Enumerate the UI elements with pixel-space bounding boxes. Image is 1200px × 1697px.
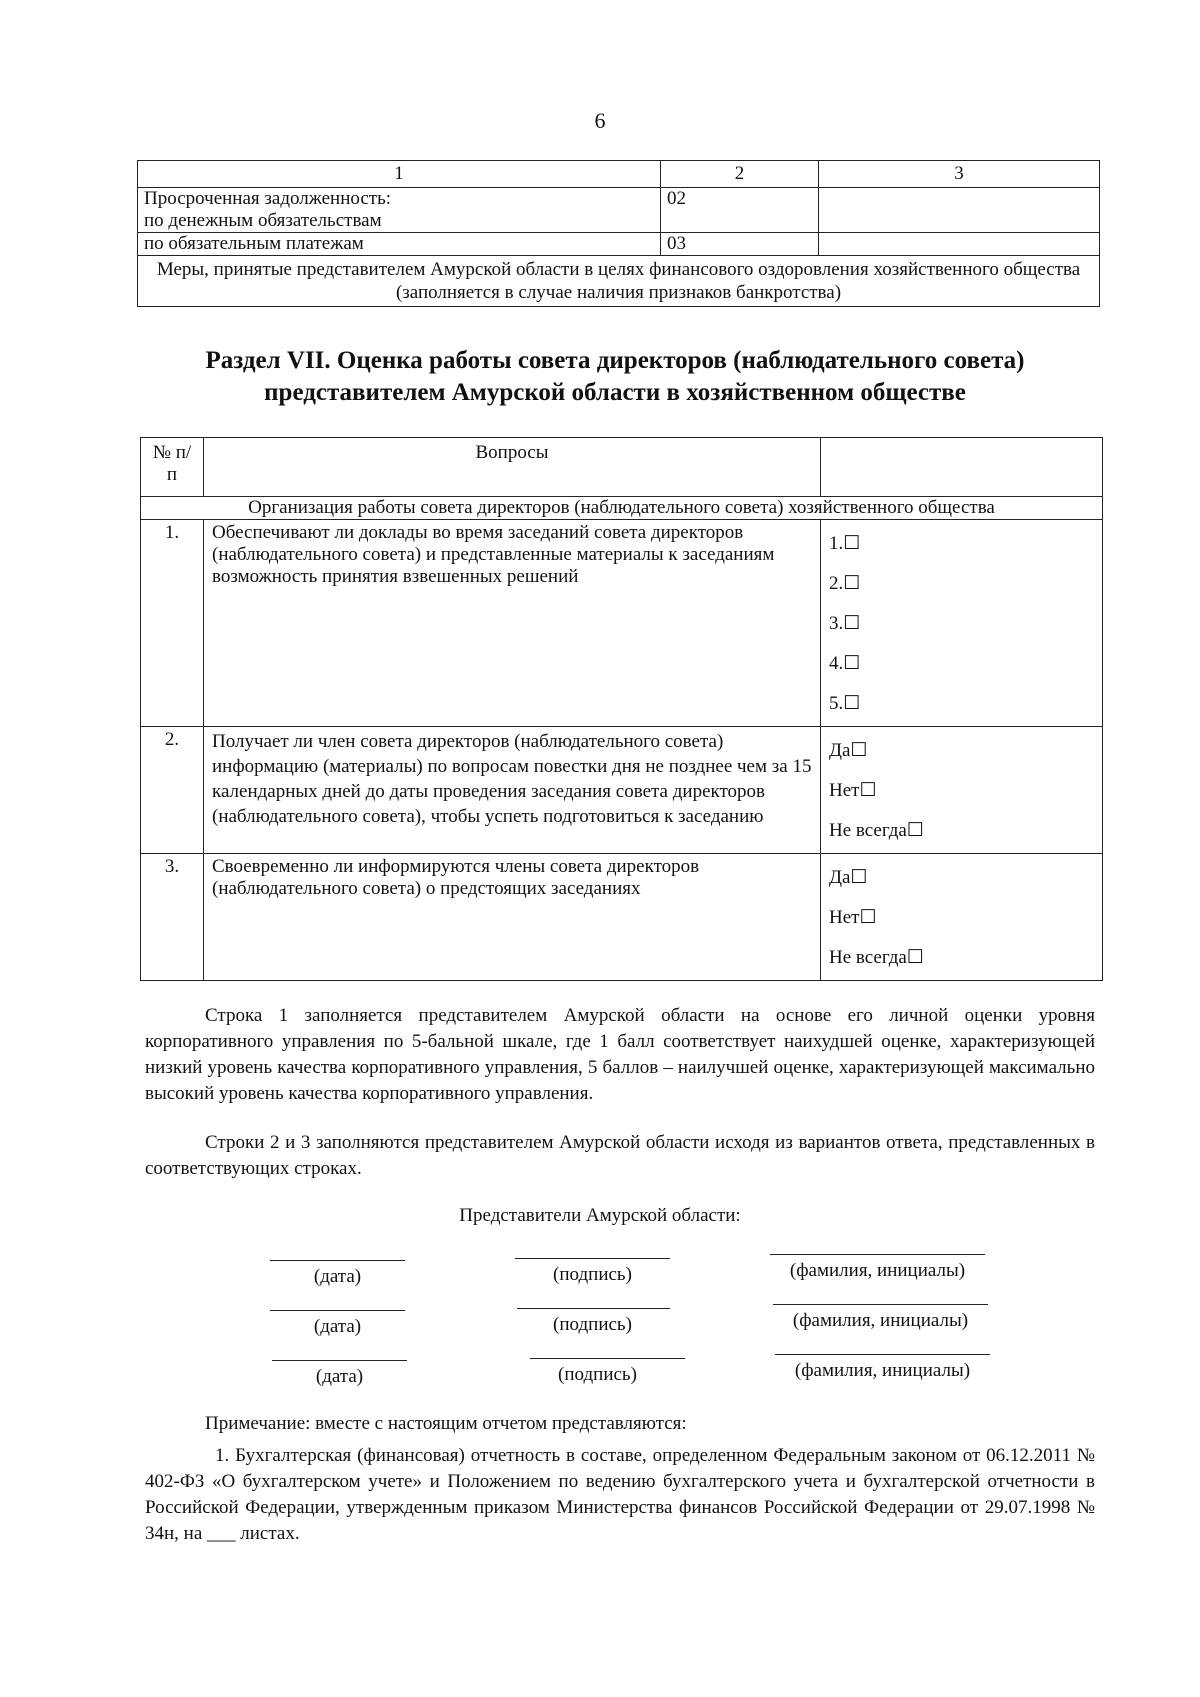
- row-question: Получает ли член совета директоров (наблюдательного совета) информацию (материалы) по вопросам повестки дня не позднее чем за 15 календарных дней до даты проведения заседания совета директоров (наблюдательного совета), чтобы успеть подготовиться к заседанию: [204, 727, 821, 854]
- name-line: [773, 1304, 988, 1305]
- row-number: 1.: [141, 520, 204, 727]
- checkbox-option[interactable]: Да☐: [829, 867, 868, 888]
- table-row: [141, 520, 1103, 727]
- answer-options: [821, 854, 1103, 981]
- signature-label: (подпись): [558, 1364, 637, 1385]
- signature-line: [530, 1358, 685, 1359]
- table-row: [141, 854, 1103, 981]
- board-evaluation-table: [140, 437, 1103, 981]
- name-label: (фамилия, инициалы): [792, 1310, 969, 1331]
- group-title: Организация работы совета директоров (наблюдательного совета) хозяйственного общества: [141, 497, 1103, 520]
- col-header-answers: [821, 438, 1103, 497]
- note-row-1-text: Строка 1 заполняется представителем Амурской области на основе его личной оценки уровня корпоративного управления по 5-бальной шкале, где 1 балл соответствует наихудшей оценке, характеризующей низкий уровень качества корпоративного управления, 5 баллов – наилучшей оценке, характеризующей максимально высокий уровень качества корпоративного управления.: [145, 1005, 1095, 1104]
- col-header-num: № п/п: [141, 438, 204, 497]
- signature-line: [517, 1308, 670, 1309]
- row-code: 03: [661, 233, 819, 256]
- remark-item-1: [145, 1443, 1095, 1547]
- name-line: [775, 1354, 990, 1355]
- date-line: [270, 1310, 405, 1311]
- signature-line: [515, 1258, 670, 1259]
- name-label: (фамилия, инициалы): [794, 1360, 971, 1381]
- table-row: [141, 727, 1103, 854]
- row-question: Обеспечивают ли доклады во время заседаний совета директоров (наблюдательного совета) и представленные материалы к заседаниям возможность принятия взвешенных решений: [204, 520, 821, 727]
- col-header-3: 3: [819, 161, 1100, 188]
- row-code: 02: [661, 188, 819, 233]
- date-label: (дата): [315, 1366, 364, 1387]
- table-header-row: [138, 161, 1100, 188]
- representatives-title: Представители Амурской области:: [459, 1205, 741, 1226]
- col-header-1: 1: [138, 161, 661, 188]
- col-header-questions: Вопросы: [204, 438, 821, 497]
- date-line: [270, 1260, 405, 1261]
- date-label: (дата): [313, 1266, 362, 1287]
- measures-row: Меры, принятые представителем Амурской области в целях финансового оздоровления хозяйственного общества (заполняется в случае наличия признаков банкротства): [138, 256, 1100, 307]
- row-number: 3.: [141, 854, 204, 981]
- row-label: по обязательным платежам: [138, 233, 661, 256]
- answer-options: [821, 727, 1103, 854]
- table-row: [138, 256, 1100, 307]
- note-rows-2-3-text: Строки 2 и 3 заполняются представителем Амурской области исходя из вариантов ответа, представленных в соответствующих строках.: [145, 1132, 1095, 1179]
- remark-item-1-text: 1. Бухгалтерская (финансовая) отчетность в составе, определенном Федеральным законом от 06.12.2011 № 402-ФЗ «О бухгалтерском учете» и Положением по ведению бухгалтерского учета и бухгалтерской отчетности в Российской Федерации, утвержденным приказом Министерства финансов Российской Федерации от 29.07.1998 № 34н, на ___ листах.: [145, 1445, 1095, 1544]
- date-label: (дата): [313, 1316, 362, 1337]
- checkbox-option[interactable]: Нет☐: [829, 907, 877, 928]
- row-value: [819, 233, 1100, 256]
- checkbox-option[interactable]: Да☐: [829, 740, 868, 761]
- checkbox-option[interactable]: 5.☐: [829, 693, 861, 714]
- checkbox-option[interactable]: 1.☐: [829, 533, 861, 554]
- remark-title: Примечание: вместе с настоящим отчетом представляются:: [205, 1413, 687, 1434]
- name-line: [770, 1254, 985, 1255]
- group-row: [141, 497, 1103, 520]
- checkbox-option[interactable]: Не всегда☐: [829, 947, 924, 968]
- checkbox-option[interactable]: Нет☐: [829, 780, 877, 801]
- row-number: 2.: [141, 727, 204, 854]
- note-row-1: [145, 1003, 1095, 1107]
- table-header-row: [141, 438, 1103, 497]
- section-title: Раздел VII. Оценка работы совета директоров (наблюдательного совета) представителем Амурской области в хозяйственном обществе: [205, 347, 1025, 406]
- checkbox-option[interactable]: 2.☐: [829, 573, 861, 594]
- row-label: Просроченная задолженность: по денежным обязательствам: [138, 188, 661, 233]
- signature-label: (подпись): [553, 1314, 632, 1335]
- overdue-debt-table: [137, 160, 1100, 307]
- checkbox-option[interactable]: Не всегда☐: [829, 820, 924, 841]
- table-row: [138, 233, 1100, 256]
- row-question: Своевременно ли информируются члены совета директоров (наблюдательного совета) о предстоящих заседаниях: [204, 854, 821, 981]
- table-row: [138, 188, 1100, 233]
- answer-options: [821, 520, 1103, 727]
- page-number: 6: [594, 108, 606, 133]
- name-label: (фамилия, инициалы): [789, 1260, 966, 1281]
- row-value: [819, 188, 1100, 233]
- checkbox-option[interactable]: 3.☐: [829, 613, 861, 634]
- note-rows-2-3: [145, 1130, 1095, 1182]
- signature-label: (подпись): [553, 1264, 632, 1285]
- checkbox-option[interactable]: 4.☐: [829, 653, 861, 674]
- date-line: [272, 1360, 407, 1361]
- col-header-2: 2: [661, 161, 819, 188]
